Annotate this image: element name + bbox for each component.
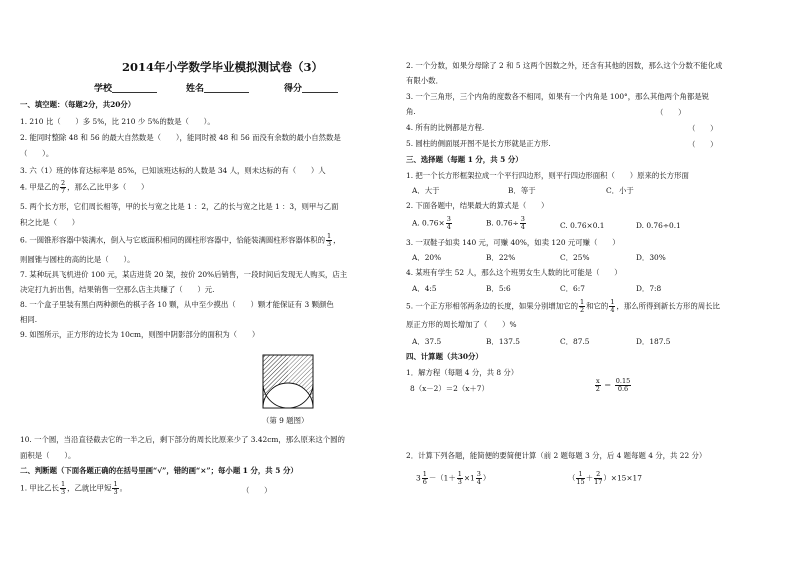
option-3-3-a: A．20% xyxy=(412,253,442,262)
answer-paren: （ ） xyxy=(688,140,718,149)
question-1-7b: 决定打九折出售，结果销售一空那么店主共赚了（ ）元. xyxy=(20,285,215,294)
question-3-1: 1. 把一个长方形框架拉成一个平行四边形，则平行四边形面积（ ）原来的长方形面 xyxy=(406,171,689,180)
option-3-2-c: C. 0.76×0.1 xyxy=(560,221,605,230)
section-1-heading: 一、填空题：（每题2分，共20分） xyxy=(20,100,136,109)
option-3-2-d: D. 0.76÷0.1 xyxy=(636,221,681,230)
question-1-6a: 6. 一圆锥形容器中装满水，倒入与它底面积相同的圆柱形容器中，恰能装满圆柱形容器体积的 $\frac{1}{3}$ ， xyxy=(20,232,341,248)
equation-1: 8（x－2）＝2（x＋7） xyxy=(410,384,489,393)
question-1-2b: （ ）。 xyxy=(20,149,54,158)
fraction: $\frac{1}{3}$ xyxy=(327,232,332,248)
answer-paren: （ ） xyxy=(242,486,272,495)
question-4-1: 1．解方程（每题 4 分，共 8 分） xyxy=(406,368,519,377)
question-3-5b: 原正方形的周长增加了（ ）% xyxy=(406,320,517,329)
option-3-3-b: B．22% xyxy=(486,253,516,262)
question-1-8b: 相同. xyxy=(20,315,38,324)
page-title: 2014年小学数学毕业模拟测试卷（3） xyxy=(122,60,324,74)
fraction: $\frac{1}{4}$ xyxy=(610,298,615,314)
option-3-5-b: B．137.5 xyxy=(486,337,520,346)
fraction: $\frac{2}{7}$ xyxy=(60,179,66,195)
question-2-1: 1. 甲比乙长 $\frac{1}{3}$ ，乙就比甲短 $\frac{1}{3}$ 。 xyxy=(20,480,128,496)
question-3-2: 2. 下面各题中，结果最大的算式是（ ） xyxy=(406,201,549,210)
option-3-4-a: A．4:5 xyxy=(412,284,437,293)
option-3-2-b: B. 0.76÷ $\frac{3}{4}$ xyxy=(486,215,525,231)
question-2-2b: 有限小数． xyxy=(406,76,443,85)
question-1-6b: 则圆锥与圆柱的高的比是（ ）。 xyxy=(20,255,135,264)
expression-2: （ $\frac{1}{15}$ ＋ $\frac{2}{17}$ ）×15×17 xyxy=(568,470,642,486)
answer-paren: （ ） xyxy=(688,124,718,133)
section-3-heading: 三、选择题（每题 1 分，共 5 分） xyxy=(406,155,523,164)
section-4-heading: 四、计算题（共30分） xyxy=(406,352,483,361)
option-3-5-a: A．37.5 xyxy=(412,337,442,346)
fraction: $\frac{3}{4}$ xyxy=(476,470,481,486)
fraction: $\frac{1}{3}$ xyxy=(60,480,66,496)
question-1-4: 4. 甲是乙的 $\frac{2}{7}$ ，那么乙比甲多（ ） xyxy=(20,179,149,195)
question-1-7a: 7. 某种玩具飞机进价 100 元，某店进货 20 架，按价 20%后销售，一段时间后发现无人购买，店主 xyxy=(20,270,348,279)
option-3-4-b: B．5:6 xyxy=(486,284,511,293)
fraction: $\frac{1}{15}$ xyxy=(576,470,585,486)
question-4-2: 2．计算下列各题，能简便的要简便计算（前 2 题每题 3 分，后 4 题每题 4 分，共 22 分） xyxy=(406,451,707,460)
question-1-10a: 10. 一个圆，当沿直径截去它的一半之后，剩下部分的周长比原来少了 3.42cm，那么原来这个圆的 xyxy=(20,435,345,444)
question-1-8a: 8. 一个盒子里装有黑白两种颜色的棋子各 10 颗，从中至少摸出（ ）颗才能保证有 3 颗颜色 xyxy=(20,300,334,309)
fraction: $\frac{1}{2}$ xyxy=(580,298,585,314)
option-3-1-a: A．大于 xyxy=(412,186,440,195)
question-1-3: 3. 六（1）班的体育达标率是 85%，已知该班达标的人数是 34 人，则未达标的有（ ）人 xyxy=(20,166,326,175)
fraction: $\frac{0.15}{0.6}$ xyxy=(615,377,631,393)
question-1-5b: 积之比是（ ） xyxy=(20,218,80,227)
option-3-4-d: D．7:8 xyxy=(636,284,662,293)
question-1-9: 9. 如图所示，正方形的边长为 10cm，则图中阴影部分的面积为（ ） xyxy=(20,330,260,339)
question-2-3a: 3. 一个三角形，三个内角的度数各不相同，如果有一个内角是 100°，那么其他两个角都是锐 xyxy=(406,92,710,101)
question-2-3b: 角. xyxy=(406,107,416,116)
fraction: $\frac{2}{17}$ xyxy=(594,470,603,486)
fraction: $\frac{3}{4}$ xyxy=(520,215,525,231)
figure-9-diagram xyxy=(262,354,314,409)
score-field: 得分________ xyxy=(284,84,339,94)
option-3-4-c: C．6:7 xyxy=(560,284,585,293)
question-2-2a: 2. 一个分数，如果分母除了 2 和 5 这两个因数之外，还含有其他的因数，那么这个分数不能化成 xyxy=(406,61,723,70)
question-3-5a: 5. 一个正方形相邻两条边的长度，如果分别增加它的 $\frac{1}{2}$ 和它的 $\frac{1}{4}$ ，那么所得到新长方形的周长比 xyxy=(406,298,720,314)
question-3-3: 3. 一双鞋子如卖 140 元，可赚 40%，如卖 120 元可赚（ ） xyxy=(406,238,620,247)
question-3-4: 4. 某班有学生 52 人，那么这个班男女生人数的比可能是（ ） xyxy=(406,268,622,277)
answer-paren: （ ） xyxy=(656,108,686,117)
fraction: $\frac{x}{2}$ xyxy=(595,377,600,393)
question-2-4: 4. 所有的比例都是方程. xyxy=(406,123,485,132)
name-field: 姓名__________ xyxy=(186,84,250,94)
option-3-5-c: C．87.5 xyxy=(560,337,590,346)
question-1-10b: 面积是（ ）。 xyxy=(20,451,76,460)
school-field: 学校__________ xyxy=(94,84,158,94)
option-3-3-d: D．30% xyxy=(636,253,666,262)
question-1-2a: 2. 能同时整除 48 和 56 的最大自然数是（ ），能同时被 48 和 56 而没有余数的最小自然数是 xyxy=(20,133,341,142)
fraction: $\frac{3}{4}$ xyxy=(446,215,451,231)
question-1-5a: 5. 两个长方形，它们周长相等，甲的长与宽之比是 1 ：2，乙的长与宽之比是 1 ：3，则甲与乙面 xyxy=(20,202,339,211)
option-3-1-b: B．等于 xyxy=(508,186,536,195)
question-1-1: 1. 210 比（ ）多 5%，比 210 少 5%的数是（ ）。 xyxy=(20,117,215,126)
option-3-3-c: C．25% xyxy=(560,253,590,262)
option-3-5-d: D．187.5 xyxy=(636,337,671,346)
option-3-2-a: A. 0.76× $\frac{3}{4}$ xyxy=(412,215,451,231)
question-2-5: 5. 圆柱的侧面展开图不是长方形就是正方形. xyxy=(406,139,551,148)
figure-9-caption: （第 9 题图） xyxy=(262,416,309,425)
expression-1: 3 $\frac{1}{6}$ －（1＋ $\frac{1}{3}$ ×1 $\frac{3}{4}$ ） xyxy=(416,470,491,486)
section-2-heading: 二、判断题（下面各题正确的在括号里画“√”，错的画“×”；每小题 1 分，共 5 分） xyxy=(20,466,298,475)
fraction: $\frac{1}{6}$ xyxy=(422,470,427,486)
fraction: $\frac{1}{3}$ xyxy=(457,470,462,486)
equation-2: $\frac{x}{2}$ ＝ $\frac{0.15}{0.6}$ xyxy=(595,377,631,393)
fraction: $\frac{1}{3}$ xyxy=(113,480,118,496)
option-3-1-c: C．小于 xyxy=(606,186,634,195)
